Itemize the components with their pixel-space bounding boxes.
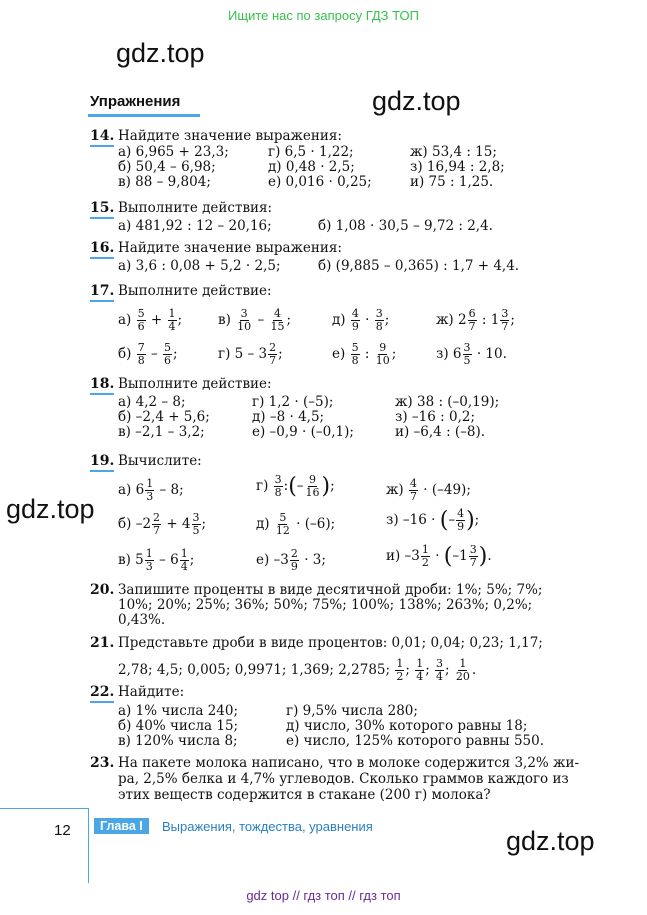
expr: д) $\frac{5}{12}$ · (–6); xyxy=(256,511,336,537)
expr: д) число, 30% которого равны 18; xyxy=(286,718,528,734)
expr: и) 75 : 1,25. xyxy=(410,174,494,190)
page-divider xyxy=(88,808,89,883)
expr: а) 4,2 – 8; xyxy=(118,394,186,410)
watermark: gdz.top xyxy=(6,494,95,524)
expr: г) 9,5% числа 280; xyxy=(286,703,418,719)
expr: е) –0,9 · (–0,1); xyxy=(252,424,354,440)
expr: е) число, 125% которого равны 550. xyxy=(286,733,545,749)
chapter-label: Глава I xyxy=(94,818,149,834)
exercise-text: ра, 2,5% белка и 4,7% углеводов. Сколько граммов каждого из xyxy=(118,771,569,787)
exercise-text: Представьте дроби в виде процентов: 0,01; 0,04; 0,23; 1,17; xyxy=(118,635,543,651)
exercise-text: этих веществ содержится в стакане (200 г) молока? xyxy=(118,787,491,803)
expr: в) 5 $\frac{1}{3}$ – 6 $\frac{1}{4}$ ; xyxy=(118,547,195,573)
exercise-number: 21. xyxy=(90,635,115,651)
exercise-number: 18. xyxy=(90,376,114,395)
expr: з) 16,94 : 2,8; xyxy=(410,159,505,175)
section-underline xyxy=(88,114,200,117)
exercise-number: 17. xyxy=(90,283,114,302)
exercise-text: Найдите: xyxy=(118,684,185,700)
expr: б) 50,4 – 6,98; xyxy=(118,159,216,175)
expr: д) $\frac{4}{9}$ · $\frac{3}{8}$ ; xyxy=(332,307,390,333)
exercise-text: Вычислите: xyxy=(118,453,202,469)
expr: а) 3,6 : 0,08 + 5,2 · 2,5; xyxy=(118,258,281,274)
expr: б) –2,4 + 5,6; xyxy=(118,409,210,425)
exercise-number: 14. xyxy=(90,128,114,147)
expr: г) $\frac{3}{8}$ :(– $\frac{9}{16}$ ); xyxy=(256,473,335,499)
expr: ж) 38 : (–0,19); xyxy=(395,394,500,410)
exercise-number: 20. xyxy=(90,582,115,598)
expr: и) –6,4 : (–8). xyxy=(395,424,486,440)
exercise-text: Выполните действие: xyxy=(118,283,272,299)
exercise-text: 10%; 20%; 25%; 36%; 50%; 75%; 100%; 138%; 263%; 0,2%; xyxy=(118,597,533,613)
expr: б) (9,885 – 0,365) : 1,7 + 4,4. xyxy=(318,258,520,274)
chapter-title: Выражения, тождества, уравнения xyxy=(162,819,373,834)
exercise-text: Найдите значение выражения: xyxy=(118,240,342,256)
exercise-number: 16. xyxy=(90,240,114,259)
expr: е) –3 $\frac{2}{9}$ · 3; xyxy=(256,547,326,573)
exercise-number: 22. xyxy=(90,684,114,703)
exercise-text: Выполните действия: xyxy=(118,200,273,216)
expr: в) –2,1 – 3,2; xyxy=(118,424,205,440)
exercise-number: 19. xyxy=(90,453,114,472)
expr: а) 6 $\frac{1}{3}$ – 8; xyxy=(118,477,184,503)
expr: г) 5 – 3 $\frac{2}{7}$ ; xyxy=(218,341,283,367)
footer-links[interactable]: gdz top // гдз топ // гдз топ xyxy=(246,888,401,903)
expr: в) $\frac{3}{10}$ – $\frac{4}{15}$ ; xyxy=(218,307,292,333)
expr: ж) 2 $\frac{6}{7}$ : 1 $\frac{3}{7}$ ; xyxy=(436,307,515,333)
expr: г) 1,2 · (–5); xyxy=(252,394,334,410)
exercise-text: Запишите проценты в виде десятичной дроби: 1%; 5%; 7%; xyxy=(118,582,543,598)
expr: а) 6,965 + 23,3; xyxy=(118,144,229,160)
expr: д) 0,48 · 2,5; xyxy=(268,159,355,175)
exercise-text: Найдите значение выражения: xyxy=(118,128,342,144)
exercise-text: На пакете молока написано, что в молоке содержится 3,2% жи- xyxy=(118,755,580,771)
exercise-text: Выполните действие: xyxy=(118,376,272,392)
expr: ж) 53,4 : 15; xyxy=(410,144,497,160)
expr: ж) $\frac{4}{7}$ · (–49); xyxy=(386,477,471,503)
expr: г) 6,5 · 1,22; xyxy=(268,144,354,160)
watermark: gdz.top xyxy=(116,38,205,68)
expr: б) $\frac{7}{8}$ – $\frac{5}{6}$ ; xyxy=(118,341,178,367)
expr: е) $\frac{5}{8}$ : $\frac{9}{10}$ ; xyxy=(332,341,397,367)
page-divider xyxy=(0,808,88,809)
expr: в) 120% числа 8; xyxy=(118,733,238,749)
expr: а) $\frac{5}{6}$ + $\frac{1}{4}$ ; xyxy=(118,307,183,333)
expr: з) –16 · (– $\frac{4}{9}$ ); xyxy=(386,507,480,533)
expr: а) 481,92 : 12 – 20,16; xyxy=(118,218,272,234)
expr: б) 40% числа 15; xyxy=(118,718,239,734)
exercise-text: 2,78; 4,5; 0,005; 0,9971; 1,369; 2,2785; $\frac{1}{2}$ ; $\frac{1}{4}$ ; $\frac{3}{4}$ ; $\frac{1}{20}$ . xyxy=(118,657,477,683)
exercise-number: 23. xyxy=(90,755,115,771)
expr: з) 6 $\frac{3}{5}$ · 10. xyxy=(436,341,507,367)
watermark: gdz.top xyxy=(506,826,595,856)
expr: и) –3 $\frac{1}{2}$ · (–1 $\frac{3}{7}$ ). xyxy=(386,543,492,569)
watermark: gdz.top xyxy=(372,86,461,116)
expr: б) 1,08 · 30,5 – 9,72 : 2,4. xyxy=(318,218,493,234)
top-banner[interactable]: Ищите нас по запросу ГДЗ ТОП xyxy=(228,8,419,23)
page-number: 12 xyxy=(54,822,71,839)
expr: б) –2 $\frac{2}{7}$ + 4 $\frac{3}{5}$ ; xyxy=(118,511,207,537)
expr: е) 0,016 · 0,25; xyxy=(268,174,372,190)
expr: а) 1% числа 240; xyxy=(118,703,239,719)
exercise-number: 15. xyxy=(90,200,114,219)
expr: з) –16 : 0,2; xyxy=(395,409,475,425)
expr: в) 88 – 9,804; xyxy=(118,174,211,190)
exercise-text: 0,43%. xyxy=(118,612,166,628)
expr: д) –8 · 4,5; xyxy=(252,409,325,425)
section-title: Упражнения xyxy=(90,93,181,110)
